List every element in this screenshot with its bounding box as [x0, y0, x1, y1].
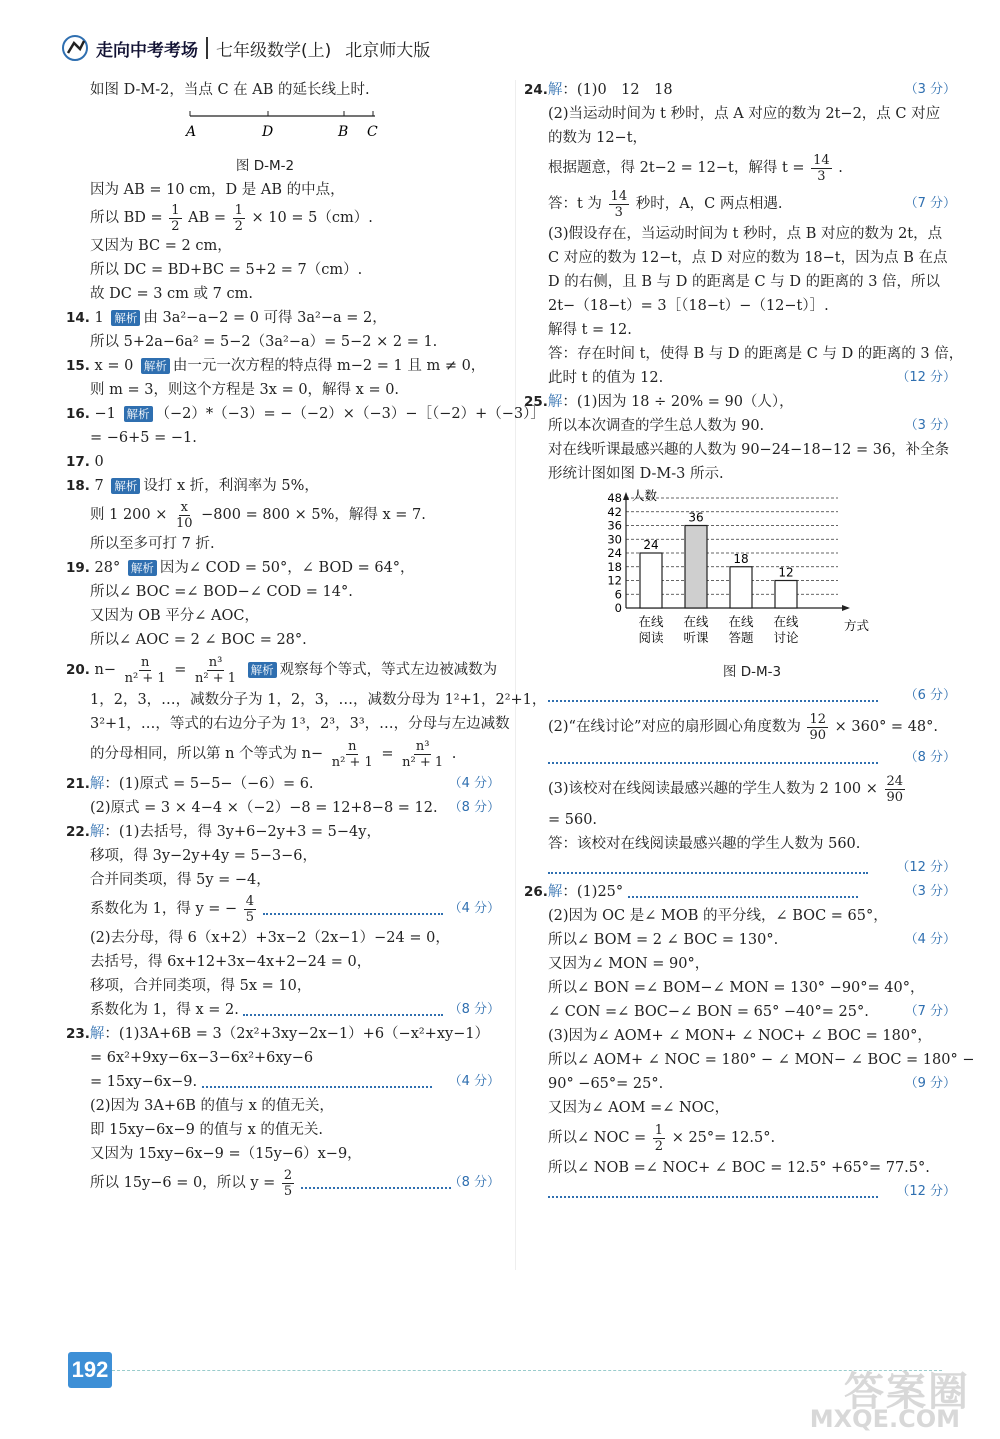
- right-column: [524, 78, 975, 1204]
- text-line: 所以∠ BOC =∠ BOD−∠ COD = 14°.: [90, 584, 353, 600]
- score-label: （7 分）: [904, 1004, 956, 1019]
- point-label-a: A: [186, 124, 197, 140]
- x-tick-label: 讨论: [773, 630, 799, 645]
- score-label: （8 分）: [904, 750, 956, 765]
- score-label: （8 分）: [448, 1002, 500, 1017]
- figure-caption: 图 D-M-3: [722, 664, 782, 680]
- bar: [730, 567, 752, 608]
- text-line: (2)“在线讨论”对应的扇形圆心角度数为 $\frac{12}{90}$ × 360° = 48°.: [548, 711, 939, 743]
- analysis-tag: 解析: [141, 358, 170, 374]
- analysis-tag: 解析: [128, 560, 157, 576]
- score-label: （12 分）: [896, 1184, 956, 1199]
- text-line: 的分母相同，所以第 n 个等式为 n− $\frac{n}{\text{n² + 1}}$ = $\frac{\text{n³}}{\text{n² + 1}}$ .: [90, 738, 457, 770]
- text-line: 所以 15y−6 = 0，所以 y = $\frac{2}{5}$ （8 分）: [90, 1167, 500, 1199]
- text-line: 所以 5+2a−6a² = 5−2（3a²−a）= 5−2 × 2 = 1.: [90, 334, 438, 350]
- y-axis-arrow: [623, 492, 629, 500]
- text-line: = 15xy−6x−9. （4 分）: [90, 1070, 500, 1094]
- y-axis-label: 人数: [632, 488, 658, 503]
- text-line: 移项，得 3y−2y+4y = 5−3−6，: [90, 848, 318, 864]
- text-line: 系数化为 1，得 x = 2. （8 分）: [90, 998, 500, 1022]
- series-title: 走向中考考场: [96, 40, 198, 61]
- fraction: $\frac{14}{3}$: [610, 188, 628, 220]
- fraction: $\frac{12}{90}$: [809, 711, 827, 743]
- text-line: 所以∠ AOC = 2 ∠ BOC = 28°.: [90, 632, 307, 648]
- column-divider: [515, 80, 516, 1270]
- answer-25: 25.解：(1)因为 18 ÷ 20% = 90（人），: [524, 394, 794, 410]
- x-tick-label: 阅读: [638, 630, 664, 645]
- y-tick-label: 0: [614, 601, 622, 615]
- answer-15: 15. x = 0 解析 由一元一次方程的特点得 m−2 = 1 且 m ≠ 0，: [66, 358, 486, 374]
- text-line: 对在线听课最感兴趣的人数为 90−24−18−12 = 36，补全条: [548, 442, 950, 458]
- y-tick-label: 30: [607, 532, 622, 547]
- score-line: [548, 684, 956, 708]
- fraction: $\frac{14}{3}$: [813, 152, 830, 184]
- answer-21: 21.解：(1)原式 = 5−5−（−6）= 6. （4 分）: [66, 772, 500, 796]
- figure-d-m-2: [90, 102, 500, 146]
- text-line: ∠ CON =∠ BOC−∠ BON = 65° −40°= 25°. （7 分）: [548, 1000, 956, 1024]
- text-line: 去括号，得 6x+12+3x−4x+2−24 = 0，: [90, 954, 372, 970]
- text-line: 又因为∠ AOM =∠ NOC，: [548, 1100, 730, 1116]
- text-line: 又因为 BC = 2 cm，: [90, 238, 232, 254]
- figure-caption: 图 D-M-2: [235, 158, 295, 174]
- score-label: （4 分）: [448, 776, 500, 791]
- fraction: $\frac{\text{n³}}{\text{n² + 1}}$: [402, 738, 444, 770]
- analysis-tag: 解析: [248, 662, 277, 678]
- edition-title: 北京师大版: [345, 40, 431, 61]
- text-line: 2t−（18−t）= 3［（18−t）−（12−t）］.: [548, 298, 829, 314]
- runner-logo-icon: [60, 33, 90, 63]
- score-label: （12 分）: [896, 370, 956, 385]
- text-line: 又因为∠ MON = 90°，: [548, 956, 710, 972]
- text-line: = 6x²+9xy−6x−3−6x²+6xy−6: [90, 1050, 314, 1066]
- fraction: $\frac{24}{90}$: [886, 773, 904, 805]
- text-line: (3)该校对在线阅读最感兴趣的学生人数为 2 100 × $\frac{24}{90}$: [548, 773, 904, 805]
- text-line: (3)假设存在，当运动时间为 t 秒时，点 B 对应的数为 2t，点: [548, 226, 943, 242]
- fraction: $\frac{1}{2}$: [171, 202, 180, 234]
- text-line: 所以∠ BOM = 2 ∠ BOC = 130°. （4 分）: [548, 928, 956, 952]
- left-column: [66, 78, 547, 1200]
- score-label: （3 分）: [904, 418, 956, 433]
- watermark-logo: 答案圈: [844, 1369, 970, 1415]
- score-label: （7 分）: [904, 196, 956, 211]
- x-tick-label: 在线: [773, 614, 799, 629]
- header-divider: [206, 37, 208, 59]
- fraction: $\frac{2}{5}$: [283, 1167, 293, 1199]
- text-line: 所以 BD = $\frac{1}{2}$ AB = $\frac{1}{2}$ × 10 = 5（cm）.: [90, 202, 373, 234]
- answer-16: 16. −1 解析 （−2）*（−3）= −（−2）×（−3）−［（−2）+（−3）］: [66, 406, 545, 422]
- text-line: 答：该校对在线阅读最感兴趣的学生人数为 560.: [548, 836, 861, 852]
- y-tick-label: 24: [607, 546, 622, 560]
- score-label: （4 分）: [448, 901, 500, 916]
- score-line: [548, 746, 956, 770]
- text-line: 合并同类项，得 5y = −4，: [90, 872, 271, 888]
- text-line: 移项，合并同类项，得 5x = 10，: [90, 978, 312, 994]
- text-line: 解得 t = 12.: [548, 322, 632, 338]
- analysis-tag: 解析: [124, 406, 153, 422]
- text-line: (3)因为∠ AOM+ ∠ MON+ ∠ NOC+ ∠ BOC = 180°，: [548, 1028, 932, 1044]
- analysis-tag: 解析: [111, 310, 140, 326]
- page-header: [60, 28, 430, 68]
- bar: [685, 526, 707, 609]
- text-line: 系数化为 1，得 y = − $\frac{4}{5}$ （4 分）: [90, 893, 500, 925]
- text-line: 又因为 15xy−6x−9 =（15y−6）x−9，: [90, 1146, 362, 1162]
- x-tick-label: 在线: [683, 614, 709, 629]
- answer-19: 19. 28° 解析 因为∠ COD = 50°，∠ BOD = 64°，: [66, 560, 415, 576]
- fraction: $\frac{1}{2}$: [234, 202, 243, 234]
- point-label-d: D: [262, 124, 274, 140]
- fraction: $\frac{n}{\text{n² + 1}}$: [331, 738, 373, 770]
- text-line: 此时 t 的值为 12. （12 分）: [548, 366, 956, 390]
- text-line: 根据题意，得 2t−2 = 12−t，解得 t = $\frac{14}{3}$ .: [548, 152, 843, 184]
- text-line: 答：存在时间 t，使得 B 与 D 的距离是 C 与 D 的距离的 3 倍，: [548, 346, 964, 362]
- y-tick-label: 42: [607, 504, 622, 519]
- text-line: 故 DC = 3 cm 或 7 cm.: [90, 286, 253, 302]
- score-label: （6 分）: [904, 688, 956, 703]
- score-label: （3 分）: [904, 884, 956, 899]
- score-line: [548, 1180, 956, 1204]
- text-line: 所以至多可打 7 折.: [90, 536, 215, 552]
- answer-17: 17. 0: [66, 454, 104, 470]
- fraction: $\frac{1}{2}$: [654, 1122, 664, 1154]
- answer-24: 24.解：(1)0 12 18 （3 分）: [524, 78, 956, 102]
- x-axis-arrow: [842, 605, 850, 611]
- text-line: 所以 DC = BD+BC = 5+2 = 7（cm）.: [90, 262, 363, 278]
- x-tick-label: 在线: [728, 614, 754, 629]
- score-label: （4 分）: [448, 1074, 500, 1089]
- answer-20: 20. n− $\frac{n}{\text{n² + 1}}$ = $\frac{\text{n³}}{\text{n² + 1}}$ 解析 观察每个等式，等式左边被减数为: [66, 654, 498, 686]
- bar-data-label: 24: [643, 538, 659, 552]
- bar-data-label: 36: [688, 510, 704, 525]
- text-line: = 560.: [548, 812, 598, 828]
- text-line: (2)去分母，得 6（x+2）+3x−2（2x−1）−24 = 0，: [90, 930, 450, 946]
- watermark-url: MXQE.COM: [809, 1405, 960, 1433]
- footer-rule: [112, 1370, 942, 1371]
- answer-14: 14. 1 解析 由 3a²−a−2 = 0 可得 3a²−a = 2，: [66, 310, 387, 326]
- text-line: 又因为 OB 平分∠ AOC，: [90, 608, 259, 624]
- text-line: 答：t 为 $\frac{14}{3}$ 秒时，A，C 两点相遇. （7 分）: [548, 186, 956, 222]
- y-tick-label: 48: [607, 491, 622, 505]
- point-label-c: C: [367, 124, 378, 140]
- answer-18: 18. 7 解析 设打 x 折，利润率为 5%，: [66, 478, 319, 494]
- answer-26: 26.解：(1)25° （3 分）: [524, 880, 956, 904]
- text-line: (2)因为 OC 是∠ MOB 的平分线，∠ BOC = 65°，: [548, 908, 888, 924]
- answer-22: 22.解：(1)去括号，得 3y+6−2y+3 = 5−4y，: [66, 824, 381, 840]
- y-tick-label: 18: [607, 559, 622, 574]
- text-line: 所以∠ NOB =∠ NOC+ ∠ BOC = 12.5° +65°= 77.5°.: [548, 1160, 930, 1176]
- y-tick-label: 6: [614, 587, 622, 602]
- text-line: 的数为 12−t，: [548, 130, 648, 146]
- score-label: （8 分）: [448, 800, 500, 815]
- text-line: C 对应的数为 12−t，点 D 对应的数为 18−t，因为点 B 在点: [548, 250, 948, 266]
- bar-chart-d-m-3: [548, 486, 956, 652]
- y-tick-label: 36: [607, 518, 622, 533]
- text-line: (2)当运动时间为 t 秒时，点 A 对应的数为 2t−2，点 C 对应: [548, 106, 941, 122]
- score-line: [548, 856, 956, 880]
- bar-data-label: 12: [778, 565, 794, 580]
- text-line: 则 m = 3，则这个方程是 3x = 0，解得 x = 0.: [90, 382, 400, 398]
- text-line: 所以∠ AOM+ ∠ NOC = 180° − ∠ MON− ∠ BOC = 180° −: [548, 1052, 975, 1068]
- score-label: （4 分）: [904, 932, 956, 947]
- bar-data-label: 18: [733, 551, 749, 566]
- text-line: 所以∠ BON =∠ BOM−∠ MON = 130° −90°= 40°，: [548, 980, 925, 996]
- text-line: 因为 AB = 10 cm，D 是 AB 的中点，: [90, 182, 345, 198]
- score-label: （12 分）: [896, 860, 956, 875]
- score-label: （8 分）: [448, 1175, 500, 1190]
- analysis-tag: 解析: [111, 478, 140, 494]
- text-line: 90° −65°= 25°. （9 分）: [548, 1072, 956, 1096]
- text-line: (2)因为 3A+6B 的值与 x 的值无关，: [90, 1098, 334, 1114]
- text-line: 3²+1，…，等式的右边分子为 1³，2³，3³，…，分母与左边减数: [90, 716, 510, 732]
- text-line: 如图 D-M-2，当点 C 在 AB 的延长线上时.: [90, 82, 370, 98]
- text-line: 即 15xy−6x−9 的值与 x 的值无关.: [90, 1122, 323, 1138]
- text-line: 所以本次调查的学生总人数为 90. （3 分）: [548, 414, 956, 438]
- x-tick-label: 答题: [728, 630, 754, 645]
- text-line: 则 1 200 × $\frac{x}{10}$ −800 = 800 × 5%，解得 x = 7.: [90, 499, 426, 531]
- answer-23: 23.解：(1)3A+6B = 3（2x²+3xy−2x−1）+6（−x²+xy−1）: [66, 1026, 490, 1042]
- text-line: D 的右侧，且 B 与 D 的距离是 C 与 D 的距离的 3 倍，所以: [548, 274, 941, 290]
- point-label-b: B: [338, 124, 349, 140]
- text-line: 形统计图如图 D-M-3 所示.: [548, 466, 724, 482]
- fraction: $\frac{\text{n³}}{\text{n² + 1}}$: [195, 654, 237, 686]
- fraction: $\frac{n}{\text{n² + 1}}$: [124, 654, 166, 686]
- text-line: = −6+5 = −1.: [90, 430, 197, 446]
- x-tick-label: 听课: [683, 630, 709, 645]
- text-line: (2)原式 = 3 × 4−4 ×（−2）−8 = 12+8−8 = 12. （8 分）: [90, 796, 500, 820]
- score-label: （3 分）: [904, 82, 956, 97]
- text-line: 1，2，3，…，减数分子为 1，2，3，…，减数分母为 1²+1，2²+1，: [90, 692, 547, 708]
- text-line: 所以∠ NOC = $\frac{1}{2}$ × 25°= 12.5°.: [548, 1122, 776, 1154]
- fraction: $\frac{x}{10}$: [176, 499, 193, 531]
- grade-title: 七年级数学(上): [216, 40, 332, 61]
- fraction: $\frac{4}{5}$: [245, 893, 255, 925]
- bar: [640, 553, 662, 608]
- y-tick-label: 12: [607, 573, 622, 588]
- x-axis-label: 方式: [844, 618, 870, 633]
- score-label: （9 分）: [904, 1076, 956, 1091]
- x-tick-label: 在线: [638, 614, 664, 629]
- bar: [775, 581, 797, 609]
- page-number: 192: [68, 1352, 112, 1388]
